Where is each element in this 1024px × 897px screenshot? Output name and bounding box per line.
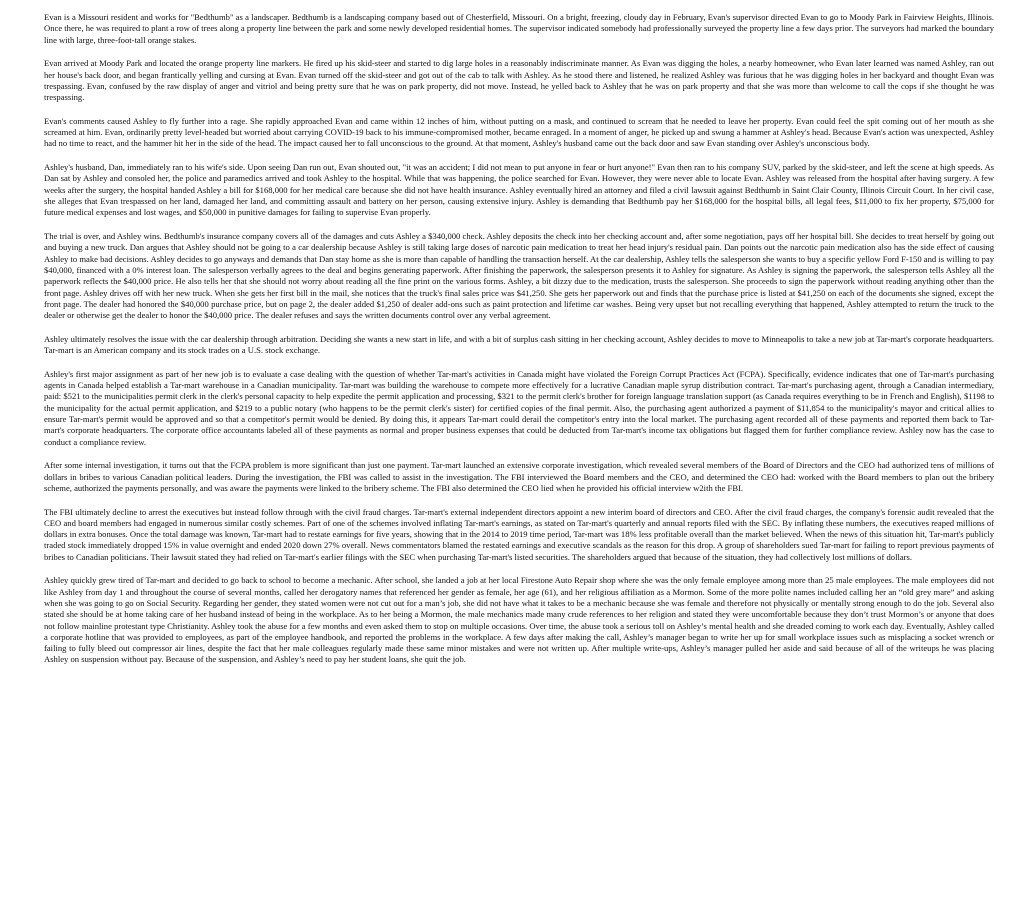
paragraph-hammer-incident: Evan's comments caused Ashley to fly further into a rage. She rapidly approached Evan and came within 12 inches of him, without putting on a mask, and continued to scream that he needed to leave her property. Evan could feel the spit coming out of her mouth as she screamed at him. Evan, ordinarily pretty level-headed but worried about carrying COVID-19 back to his immune-compromised mother, became enraged. In a moment of anger, he picked up and swung a hammer at Ashley's head. Because Evan's action was unexpected, Ashley had no time to react, and the hammer hit her in the side of the head. The impact caused her to fall unconscious to the ground. At that moment, Ashley's husband came out the back door and saw Evan standing over Ashley's unconscious body. (44, 115, 994, 149)
paragraph-bedthumb-intro: Evan is a Missouri resident and works for "Bedthumb" as a landscaper. Bedthumb is a landscaping company based out of Chesterfield, Missouri. On a bright, freezing, cloudy day in February, Evan's supervisor directed Evan to go to Moody Park in Fairview Heights, Illinois. Once there, he was required to plant a row of trees along a property line between the park and some newly developed residential homes. The supervisor indicated somebody had professionally surveyed the property line a few days prior. The surveyors had marked the boundary line with large, three-foot-tall orange stakes. (44, 12, 994, 45)
paragraph-arbitration-move: Ashley ultimately resolves the issue with the car dealership through arbitration. Deciding she wants a new start in life, and with a bit of surplus cash sitting in her checking account, Ashley decides to move to Minneapolis to take a new job at Tar-mart's corporate headquarters. Tar-mart is an American company and its stock trades on a U.S. stock exchange. (44, 333, 994, 356)
paragraph-fcpa-case: Ashley's first major assignment as part of her new job is to evaluate a case dealing with the question of whether Tar-mart's activities in Canada might have violated the Foreign Corrupt Practices Act (FCPA). Specifically, evidence indicates that one of Tar-mart's purchasing agents in Canada helped establish a Tar-mart warehouse in a Canadian municipality. Tar-mart was building the warehouse to compete more effectively for a lucrative Canadian maple syrup distribution contract. Tar-mart's purchasing agent, through a Canadian intermediary, paid: $521 to the municipalities permit clerk in the clerk's personal capacity to help expedite the permit application and processing, $321 to the permit clerk's brother for foreign language translation support (as Canada requires everything to be in French and English), $1198 to the municipality for the actual permit application, and $219 to a public notary (who happens to be the permit clerk's sister) for certified copies of the final permit. Also, the purchasing agent authorized a payment of $11,854 to the municipality's mayor and critical allies to ensure Tar-mart's permit would be approved and so that a competitor's permit would be denied. By doing this, it appears Tar-mart could derail the competitor's entry into the local market. The purchasing agent recorded all of these payments and reported them back to Tar-mart's corporate headquarters. The corporate office accountants labeled all of these payments as normal and proper business expenses that could be deducted from Tar-mart's income tax obligations but flagged them for further compliance review. Ashley now has the case to conduct a compliance review. (44, 368, 994, 447)
paragraph-moody-park-digging: Evan arrived at Moody Park and located the orange property line markers. He fired up his skid-steer and started to dig large holes in a reasonably indiscriminate manner. As Evan was digging the holes, a nearby homeowner, who Evan later learned was named Ashley, ran out her house's back door, and began frantically yelling and cursing at Evan. Evan turned off the skid-steer and got out of the cab to talk with Ashley. As he stood there and listened, he realized Ashley was furious that he was digging holes in her backyard and thought Evan was trespassing. Evan, confused by the raw display of anger and vitriol and being pretty sure that he was on park property, did not move. Instead, he yelled back to Ashley that he was on park property and that she was more than welcome to call the cops if she thought he was trespassing. (44, 58, 994, 103)
paragraph-civil-lawsuit: Ashley's husband, Dan, immediately ran to his wife's side. Upon seeing Dan run out, Evan shouted out, "it was an accident; I did not mean to put anyone in fear or hurt anyone!" Evan then ran to his company SUV, parked by the skid-steer, and left the scene at high speeds. As Dan sat by Ashley and consoled her, the police and paramedics arrived and took Ashley to the hospital. While that was happening, the police searched for Evan. However, they were never able to locate Evan. Ashley was released from the hospital after having surgery. A few weeks after the surgery, the hospital handed Ashley a bill for $168,000 for her medical care because she did not have health insurance. Ashley eventually hired an attorney and filed a civil lawsuit against Bedthumb in Saint Clair County, Illinois Circuit Court. In her civil case, she alleges that Evan trespassed on her land, damaged her land, and committing assault and battery on her person, causing extensive injury. Ashley is demanding that Bedthumb pay her $168,000 for the hospital bills, all legal fees, $11,000 to fix her property, $75,000 for future medical expenses and lost wages, and $50,000 in punitive damages for failing to supervise Evan properly. (44, 162, 994, 218)
paragraph-mechanic-job: Ashley quickly grew tired of Tar-mart and decided to go back to school to become a mechanic. After school, she landed a job at her local Firestone Auto Repair shop where she was the only female employee among more than 25 male employees. The male employees did not like Ashley from day 1 and throughout the course of several months, called her derogatory names that referenced her gender as female, her age (61), and her religious affiliation as a Mormon. Some of the more polite names included calling her an “old grey mare” and asking when she was going to go on Social Security. Regarding her gender, they stated women were not cut out for a man’s job, she did not have what it takes to be a mechanic because she was female and therefore not physically or mentally strong enough to do the job. Several also stated she should be at home taking care of her husband instead of being in the workplace. As to her being a Mormon, the male mechanics made many crude references to her religion and stated they were uncomfortable because they don’t trust Mormon’s or anyone that does not follow mainline protestant type Christianity. Ashley took the abuse for a few months and even asked them to stop on multiple occasions. Over time, the abuse took a serious toll on Ashley’s mental health and she dreaded coming to work each day. Eventually, Ashley called a corporate hotline that was provided to employees, as part of the employee handbook, and reported the problems in the workplace. A few days after making the call, Ashley’s manager began to write her up for small workplace issues such as misplacing a socket wrench or failing to fully bleed out compressor air lines, despite the fact that her male colleagues regularly made these same minor mistakes and were not written up. After multiple write-ups, Ashley’s manager pulled her aside and said because of all of the writeups he was placing Ashley on suspension without pay. Because of the suspension, and Ashley’s need to pay her student loans, she quit the job. (44, 575, 994, 665)
paragraph-civil-fraud: The FBI ultimately decline to arrest the executives but instead follow through with the civil fraud charges. Tar-mart's external independent directors appoint a new interim board of directors and CEO. After the civil fraud charges, the company's forensic audit revealed that the CEO and board members had engaged in numerous similar costly schemes. Part of one of the schemes involved inflating Tar-mart's earnings, as stated on Tar-mart's quarterly and annual reports filed with the SEC. By inflating these numbers, the executives reaped millions of dollars in extra bonuses. Once the total damage was known, Tar-mart had to restate earnings for five years, showing that in the 2014 to 2019 time period, Tar-mart was 18% less profitable overall than the market believed. When the news of this situation hit, Tar-mart's publicly traded stock immediately dropped 15% in value overnight and ended 2020 down 27% overall. News commentators blamed the restated earnings and executive scandals as the reason for this drop. A group of shareholders sued Tar-mart for failing to report previous payments of bribes to Canadian politicians. Their lawsuit stated they had relied on Tar-mart's earlier filings with the SEC when purchasing Tar-mart's listed securities. The shareholders argued that because of the situation, they had collectively lost millions of dollars. (44, 506, 994, 562)
paragraph-truck-purchase: The trial is over, and Ashley wins. Bedthumb's insurance company covers all of the damages and cuts Ashley a $340,000 check. Ashley deposits the check into her checking account and, after some negotiation, pays off her hospital bill. She decides to treat herself by going out and buying a new truck. Dan argues that Ashley should not be going to a car dealership because Ashley is still taking large doses of narcotic pain medication to treat her head injury's residual pain. Dan points out the narcotic pain medication also has the side effect of causing Ashley to make bad decisions. Ashley decides to go anyways and demands that Dan stay home as she is more than capable of handling the transaction herself. At the car dealership, Ashley tells the salesperson she wants to buy a specific yellow Ford F-150 and is willing to pay $40,000, financed with a 0% interest loan. The salesperson verbally agrees to the deal and begins generating paperwork. After finishing the paperwork, the salesperson presents it to Ashley for signature. As Ashley is signing the paperwork, the salesperson tells Ashley all the paperwork reflects the $40,000 price. He also tells her that she should not worry about reading all the fine print on the various forms. Ashley, a bit dizzy due to the medication, trusts the salesperson. She proceeds to sign the paperwork without reading anything other than the front page. Ashley drives off with her new truck. When she gets her first bill in the mail, she notices that the truck's final sales price was $41,250. She gets her paperwork out and finds that the purchase price is listed at $41,250 on each of the documents she signed, except the front page. The dealer had honored the $40,000 purchase price, but on page 2, the dealer added $1,250 of dealer add-ons such as paint protection and lifetime car washes. Being very upset but not recalling everything that happened, Ashley attempted to return the truck to the dealer or otherwise get the dealer to honor the $40,000 price. The dealer refuses and says the written documents control over any verbal agreement. (44, 231, 994, 321)
paragraph-internal-investigation: After some internal investigation, it turns out that the FCPA problem is more significant than just one payment. Tar-mart launched an extensive corporate investigation, which revealed several members of the Board of Directors and the CEO had authorized tens of millions of dollars in bribes to various Canadian political leaders. During the investigation, the FBI was called to assist in the investigation. The FBI interviewed the Board members and the CEO, and determined the CEO had: worked with the Board members to plan out the bribery scheme, authorized the payments personally, and was aware the payments were linked to the bribery scheme. The FBI also determined the CEO lied when he provided his official interview w2ith the FBI. (44, 460, 994, 493)
document-body (44, 12, 994, 666)
